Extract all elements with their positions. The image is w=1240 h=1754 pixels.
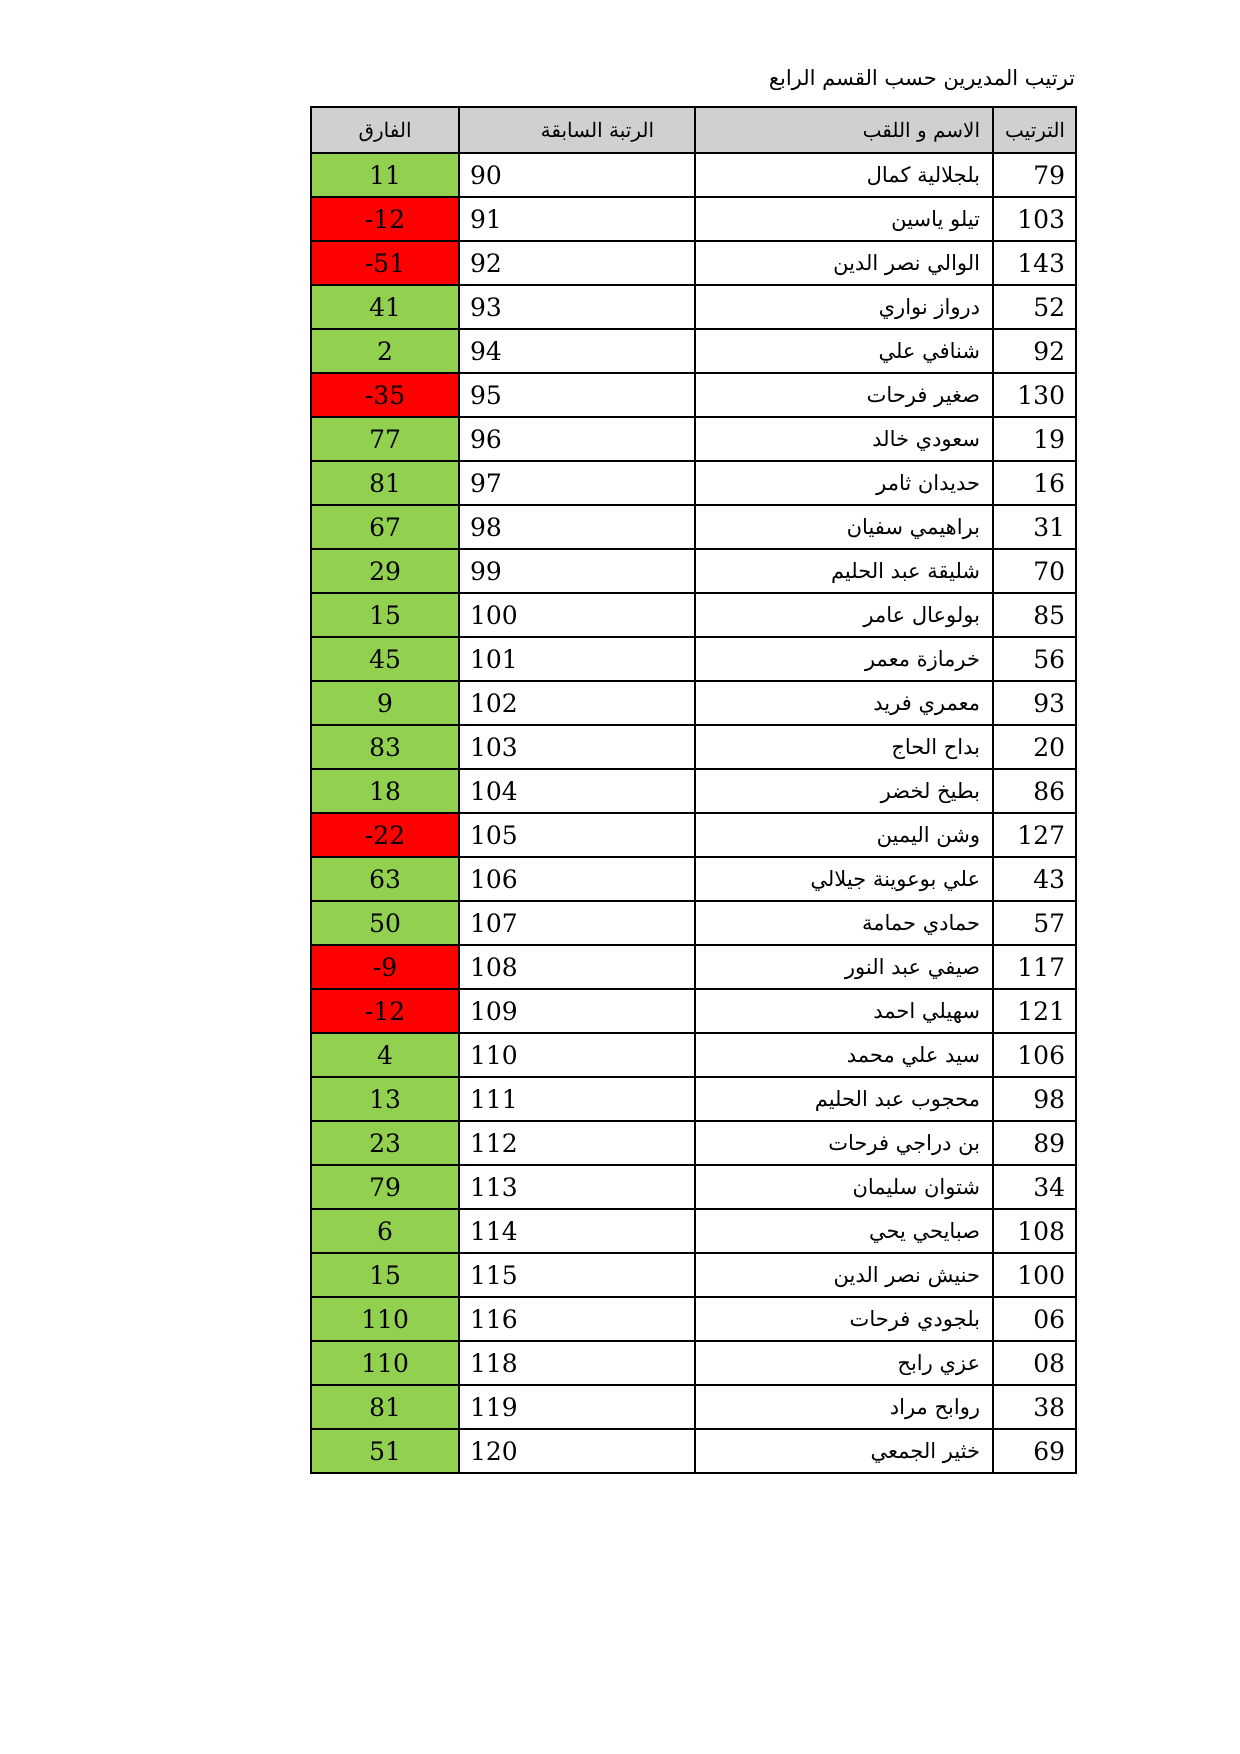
- table-body: [311, 153, 1076, 1473]
- difference-cell-value: 67: [369, 512, 401, 542]
- previous-rank-cell: [459, 197, 695, 241]
- table-row: [311, 1033, 1076, 1077]
- table-row: [311, 285, 1076, 329]
- rank-cell-value: 108: [1017, 1216, 1065, 1246]
- rank-cell-value: 16: [1033, 468, 1065, 498]
- ranking-table: [310, 106, 1077, 1474]
- rank-cell-value: 89: [1033, 1128, 1065, 1158]
- rank-cell-value: 106: [1017, 1040, 1065, 1070]
- difference-cell: [311, 1297, 459, 1341]
- name-cell-value: سيد علي محمد: [846, 1043, 980, 1067]
- name-cell-value: بن دراجي فرحات: [828, 1131, 980, 1155]
- table-row: [311, 1209, 1076, 1253]
- previous-rank-cell-value: 99: [470, 556, 502, 586]
- previous-rank-cell-value: 100: [470, 600, 518, 630]
- name-cell: [695, 681, 993, 725]
- difference-cell-value: 79: [369, 1172, 401, 1202]
- difference-cell-value: 63: [369, 864, 401, 894]
- rank-cell-value: 56: [1033, 644, 1065, 674]
- previous-rank-cell: [459, 461, 695, 505]
- name-cell: [695, 549, 993, 593]
- name-cell-value: حنيش نصر الدين: [833, 1263, 980, 1287]
- rank-cell: [993, 1341, 1076, 1385]
- table-row: [311, 813, 1076, 857]
- rank-cell: [993, 989, 1076, 1033]
- table-row: [311, 417, 1076, 461]
- header-name: الاسم و اللقب: [695, 107, 993, 153]
- previous-rank-cell: [459, 1297, 695, 1341]
- rank-cell: [993, 637, 1076, 681]
- difference-cell: [311, 989, 459, 1033]
- table-row: [311, 593, 1076, 637]
- rank-cell-value: 19: [1033, 424, 1065, 454]
- rank-cell-value: 98: [1033, 1084, 1065, 1114]
- table-row: [311, 1341, 1076, 1385]
- table-row: [311, 857, 1076, 901]
- rank-cell-value: 70: [1033, 556, 1065, 586]
- difference-cell: [311, 197, 459, 241]
- previous-rank-cell: [459, 725, 695, 769]
- previous-rank-cell: [459, 329, 695, 373]
- difference-cell: [311, 945, 459, 989]
- difference-cell-value: 2: [377, 336, 393, 366]
- previous-rank-cell: [459, 989, 695, 1033]
- name-cell-value: تيلو ياسين: [891, 207, 980, 231]
- name-cell-value: صيفي عبد النور: [844, 955, 980, 979]
- rank-cell-value: 08: [1033, 1348, 1065, 1378]
- previous-rank-cell: [459, 1341, 695, 1385]
- previous-rank-cell-value: 97: [470, 468, 502, 498]
- rank-cell: [993, 1165, 1076, 1209]
- previous-rank-cell: [459, 285, 695, 329]
- previous-rank-cell: [459, 505, 695, 549]
- name-cell-value: صغير فرحات: [866, 383, 980, 407]
- previous-rank-cell: [459, 1033, 695, 1077]
- rank-cell: [993, 505, 1076, 549]
- difference-cell: [311, 1121, 459, 1165]
- previous-rank-cell-value: 90: [470, 160, 502, 190]
- table-row: [311, 1385, 1076, 1429]
- rank-cell: [993, 329, 1076, 373]
- name-cell-value: درواز نواري: [878, 295, 980, 319]
- name-cell-value: شنافي علي: [878, 339, 980, 363]
- name-cell-value: بلجلالية كمال: [866, 163, 980, 187]
- name-cell: [695, 637, 993, 681]
- difference-cell-value: 4: [377, 1040, 393, 1070]
- difference-cell-value: -22: [364, 820, 406, 850]
- name-cell-value: بلجودي فرحات: [849, 1307, 980, 1331]
- name-cell: [695, 901, 993, 945]
- rank-cell-value: 57: [1033, 908, 1065, 938]
- rank-cell-value: 79: [1033, 160, 1065, 190]
- name-cell: [695, 329, 993, 373]
- name-cell-value: شتوان سليمان: [852, 1175, 980, 1199]
- previous-rank-cell: [459, 1077, 695, 1121]
- rank-cell-value: 117: [1017, 952, 1065, 982]
- previous-rank-cell: [459, 1429, 695, 1473]
- difference-cell-value: 29: [369, 556, 401, 586]
- difference-cell-value: 81: [369, 468, 401, 498]
- previous-rank-cell-value: 113: [470, 1172, 518, 1202]
- rank-cell: [993, 549, 1076, 593]
- table-row: [311, 681, 1076, 725]
- previous-rank-cell-value: 104: [470, 776, 518, 806]
- previous-rank-cell-value: 105: [470, 820, 518, 850]
- previous-rank-cell-value: 111: [470, 1084, 518, 1114]
- previous-rank-cell: [459, 1385, 695, 1429]
- rank-cell-value: 85: [1033, 600, 1065, 630]
- table-row: [311, 373, 1076, 417]
- name-cell: [695, 285, 993, 329]
- difference-cell-value: -12: [364, 204, 406, 234]
- name-cell: [695, 197, 993, 241]
- previous-rank-cell-value: 118: [470, 1348, 518, 1378]
- name-cell-value: عزي رابح: [897, 1351, 980, 1375]
- difference-cell: [311, 593, 459, 637]
- name-cell: [695, 1121, 993, 1165]
- rank-cell: [993, 461, 1076, 505]
- rank-cell: [993, 1385, 1076, 1429]
- rank-cell: [993, 1033, 1076, 1077]
- difference-cell-value: 15: [369, 600, 401, 630]
- name-cell-value: بداح الحاج: [891, 735, 980, 759]
- difference-cell: [311, 329, 459, 373]
- previous-rank-cell-value: 91: [470, 204, 502, 234]
- difference-cell: [311, 461, 459, 505]
- name-cell-value: بطيخ لخضر: [880, 779, 980, 803]
- difference-cell: [311, 1165, 459, 1209]
- previous-rank-cell: [459, 1209, 695, 1253]
- rank-cell-value: 93: [1033, 688, 1065, 718]
- previous-rank-cell: [459, 417, 695, 461]
- previous-rank-cell-value: 114: [470, 1216, 518, 1246]
- previous-rank-cell-value: 103: [470, 732, 518, 762]
- table-row: [311, 1121, 1076, 1165]
- difference-cell: [311, 1033, 459, 1077]
- previous-rank-cell-value: 102: [470, 688, 518, 718]
- previous-rank-cell-value: 93: [470, 292, 502, 322]
- previous-rank-cell: [459, 1253, 695, 1297]
- previous-rank-cell-value: 95: [470, 380, 502, 410]
- name-cell-value: خثير الجمعي: [870, 1439, 980, 1463]
- previous-rank-cell: [459, 945, 695, 989]
- rank-cell-value: 92: [1033, 336, 1065, 366]
- previous-rank-cell-value: 115: [470, 1260, 518, 1290]
- rank-cell: [993, 857, 1076, 901]
- difference-cell: [311, 725, 459, 769]
- previous-rank-cell: [459, 373, 695, 417]
- previous-rank-cell-value: 96: [470, 424, 502, 454]
- rank-cell: [993, 373, 1076, 417]
- previous-rank-cell-value: 92: [470, 248, 502, 278]
- previous-rank-cell-value: 110: [470, 1040, 518, 1070]
- previous-rank-cell: [459, 593, 695, 637]
- previous-rank-cell-value: 119: [470, 1392, 518, 1422]
- previous-rank-cell-value: 120: [470, 1436, 518, 1466]
- difference-cell: [311, 1341, 459, 1385]
- difference-cell-value: 9: [377, 688, 393, 718]
- name-cell: [695, 1429, 993, 1473]
- name-cell-value: صبايحي يحي: [868, 1219, 980, 1243]
- rank-cell: [993, 1297, 1076, 1341]
- rank-cell-value: 52: [1033, 292, 1065, 322]
- name-cell: [695, 813, 993, 857]
- table-row: [311, 725, 1076, 769]
- header-difference: الفارق: [311, 107, 459, 153]
- rank-cell-value: 06: [1033, 1304, 1065, 1334]
- difference-cell-value: -9: [372, 952, 398, 982]
- difference-cell-value: 50: [369, 908, 401, 938]
- rank-cell: [993, 813, 1076, 857]
- rank-cell-value: 34: [1033, 1172, 1065, 1202]
- rank-cell-value: 127: [1017, 820, 1065, 850]
- name-cell-value: حديدان ثامر: [876, 471, 980, 495]
- previous-rank-cell-value: 98: [470, 512, 502, 542]
- name-cell: [695, 989, 993, 1033]
- difference-cell: [311, 505, 459, 549]
- name-cell-value: سهيلي احمد: [873, 999, 980, 1023]
- difference-cell: [311, 1253, 459, 1297]
- name-cell: [695, 1297, 993, 1341]
- rank-cell-value: 20: [1033, 732, 1065, 762]
- rank-cell: [993, 1253, 1076, 1297]
- previous-rank-cell: [459, 681, 695, 725]
- name-cell: [695, 769, 993, 813]
- previous-rank-cell: [459, 637, 695, 681]
- difference-cell: [311, 1077, 459, 1121]
- previous-rank-cell: [459, 153, 695, 197]
- rank-cell-value: 121: [1017, 996, 1065, 1026]
- rank-cell-value: 86: [1033, 776, 1065, 806]
- name-cell-value: خرمازة معمر: [864, 647, 980, 671]
- difference-cell-value: -51: [364, 248, 406, 278]
- difference-cell-value: -35: [364, 380, 406, 410]
- rank-cell: [993, 197, 1076, 241]
- rank-cell: [993, 725, 1076, 769]
- previous-rank-cell: [459, 813, 695, 857]
- rank-cell: [993, 153, 1076, 197]
- name-cell: [695, 1341, 993, 1385]
- difference-cell-value: -12: [364, 996, 406, 1026]
- difference-cell: [311, 1209, 459, 1253]
- name-cell: [695, 373, 993, 417]
- table-row: [311, 241, 1076, 285]
- previous-rank-cell: [459, 241, 695, 285]
- previous-rank-cell: [459, 1165, 695, 1209]
- table-row: [311, 1297, 1076, 1341]
- table-header: [311, 107, 1076, 153]
- difference-cell-value: 51: [369, 1436, 401, 1466]
- table-row: [311, 461, 1076, 505]
- rank-cell-value: 130: [1017, 380, 1065, 410]
- table-row: [311, 637, 1076, 681]
- table-row: [311, 901, 1076, 945]
- name-cell-value: براهيمي سفيان: [846, 515, 980, 539]
- rank-cell: [993, 417, 1076, 461]
- difference-cell-value: 15: [369, 1260, 401, 1290]
- name-cell-value: سعودي خالد: [872, 427, 980, 451]
- name-cell: [695, 1209, 993, 1253]
- previous-rank-cell-value: 106: [470, 864, 518, 894]
- table-row: [311, 1429, 1076, 1473]
- previous-rank-cell: [459, 1121, 695, 1165]
- rank-cell-value: 143: [1017, 248, 1065, 278]
- rank-cell-value: 100: [1017, 1260, 1065, 1290]
- rank-cell: [993, 1209, 1076, 1253]
- rank-cell-value: 31: [1033, 512, 1065, 542]
- difference-cell-value: 81: [369, 1392, 401, 1422]
- rank-cell: [993, 593, 1076, 637]
- previous-rank-cell-value: 94: [470, 336, 502, 366]
- difference-cell: [311, 153, 459, 197]
- name-cell: [695, 241, 993, 285]
- table-row: [311, 1077, 1076, 1121]
- difference-cell-value: 23: [369, 1128, 401, 1158]
- difference-cell: [311, 241, 459, 285]
- name-cell-value: وشن اليمين: [876, 823, 980, 847]
- table-row: [311, 197, 1076, 241]
- name-cell-value: معمري فريد: [873, 691, 980, 715]
- difference-cell-value: 11: [369, 160, 401, 190]
- name-cell-value: علي بوعوينة جيلالي: [810, 867, 980, 891]
- rank-cell: [993, 901, 1076, 945]
- table-row: [311, 769, 1076, 813]
- table-row: [311, 505, 1076, 549]
- name-cell: [695, 1033, 993, 1077]
- previous-rank-cell-value: 109: [470, 996, 518, 1026]
- difference-cell: [311, 1429, 459, 1473]
- rank-cell: [993, 1121, 1076, 1165]
- name-cell: [695, 417, 993, 461]
- rank-cell: [993, 681, 1076, 725]
- name-cell: [695, 461, 993, 505]
- name-cell-value: بولوعال عامر: [863, 603, 980, 627]
- previous-rank-cell: [459, 901, 695, 945]
- name-cell-value: محجوب عبد الحليم: [814, 1087, 980, 1111]
- difference-cell-value: 110: [361, 1304, 409, 1334]
- rank-cell: [993, 241, 1076, 285]
- difference-cell: [311, 417, 459, 461]
- difference-cell-value: 77: [369, 424, 401, 454]
- name-cell-value: الوالي نصر الدين: [833, 251, 980, 275]
- name-cell: [695, 1165, 993, 1209]
- difference-cell-value: 110: [361, 1348, 409, 1378]
- header-previous-rank: الرتبة السابقة: [459, 107, 695, 153]
- table-row: [311, 549, 1076, 593]
- difference-cell-value: 83: [369, 732, 401, 762]
- name-cell: [695, 1077, 993, 1121]
- difference-cell-value: 13: [369, 1084, 401, 1114]
- difference-cell: [311, 813, 459, 857]
- name-cell: [695, 1385, 993, 1429]
- table-row: [311, 1165, 1076, 1209]
- table-row: [311, 329, 1076, 373]
- name-cell: [695, 153, 993, 197]
- difference-cell-value: 18: [369, 776, 401, 806]
- previous-rank-cell: [459, 549, 695, 593]
- difference-cell: [311, 285, 459, 329]
- previous-rank-cell-value: 107: [470, 908, 518, 938]
- name-cell-value: حمادي حمامة: [861, 911, 980, 935]
- difference-cell-value: 6: [377, 1216, 393, 1246]
- difference-cell: [311, 1385, 459, 1429]
- rank-cell-value: 69: [1033, 1436, 1065, 1466]
- name-cell: [695, 1253, 993, 1297]
- previous-rank-cell-value: 112: [470, 1128, 518, 1158]
- previous-rank-cell: [459, 857, 695, 901]
- rank-cell: [993, 945, 1076, 989]
- header-row: [311, 107, 1076, 153]
- rank-cell-value: 38: [1033, 1392, 1065, 1422]
- table-row: [311, 989, 1076, 1033]
- difference-cell: [311, 637, 459, 681]
- difference-cell: [311, 549, 459, 593]
- table-row: [311, 1253, 1076, 1297]
- table-row: [311, 153, 1076, 197]
- difference-cell: [311, 901, 459, 945]
- name-cell: [695, 857, 993, 901]
- rank-cell: [993, 1077, 1076, 1121]
- previous-rank-cell-value: 101: [470, 644, 518, 674]
- difference-cell: [311, 373, 459, 417]
- rank-cell-value: 43: [1033, 864, 1065, 894]
- rank-cell: [993, 1429, 1076, 1473]
- page-title: ترتيب المديرين حسب القسم الرابع: [768, 66, 1075, 90]
- header-rank: الترتيب: [993, 107, 1076, 153]
- name-cell: [695, 945, 993, 989]
- name-cell-value: شليقة عبد الحليم: [830, 559, 980, 583]
- previous-rank-cell: [459, 769, 695, 813]
- rank-cell-value: 103: [1017, 204, 1065, 234]
- name-cell: [695, 505, 993, 549]
- previous-rank-cell-value: 108: [470, 952, 518, 982]
- rank-cell: [993, 769, 1076, 813]
- table-row: [311, 945, 1076, 989]
- name-cell: [695, 593, 993, 637]
- previous-rank-cell-value: 116: [470, 1304, 518, 1334]
- difference-cell-value: 41: [369, 292, 401, 322]
- rank-cell: [993, 285, 1076, 329]
- difference-cell: [311, 857, 459, 901]
- name-cell-value: روابح مراد: [889, 1395, 980, 1419]
- difference-cell: [311, 769, 459, 813]
- name-cell: [695, 725, 993, 769]
- difference-cell-value: 45: [369, 644, 401, 674]
- difference-cell: [311, 681, 459, 725]
